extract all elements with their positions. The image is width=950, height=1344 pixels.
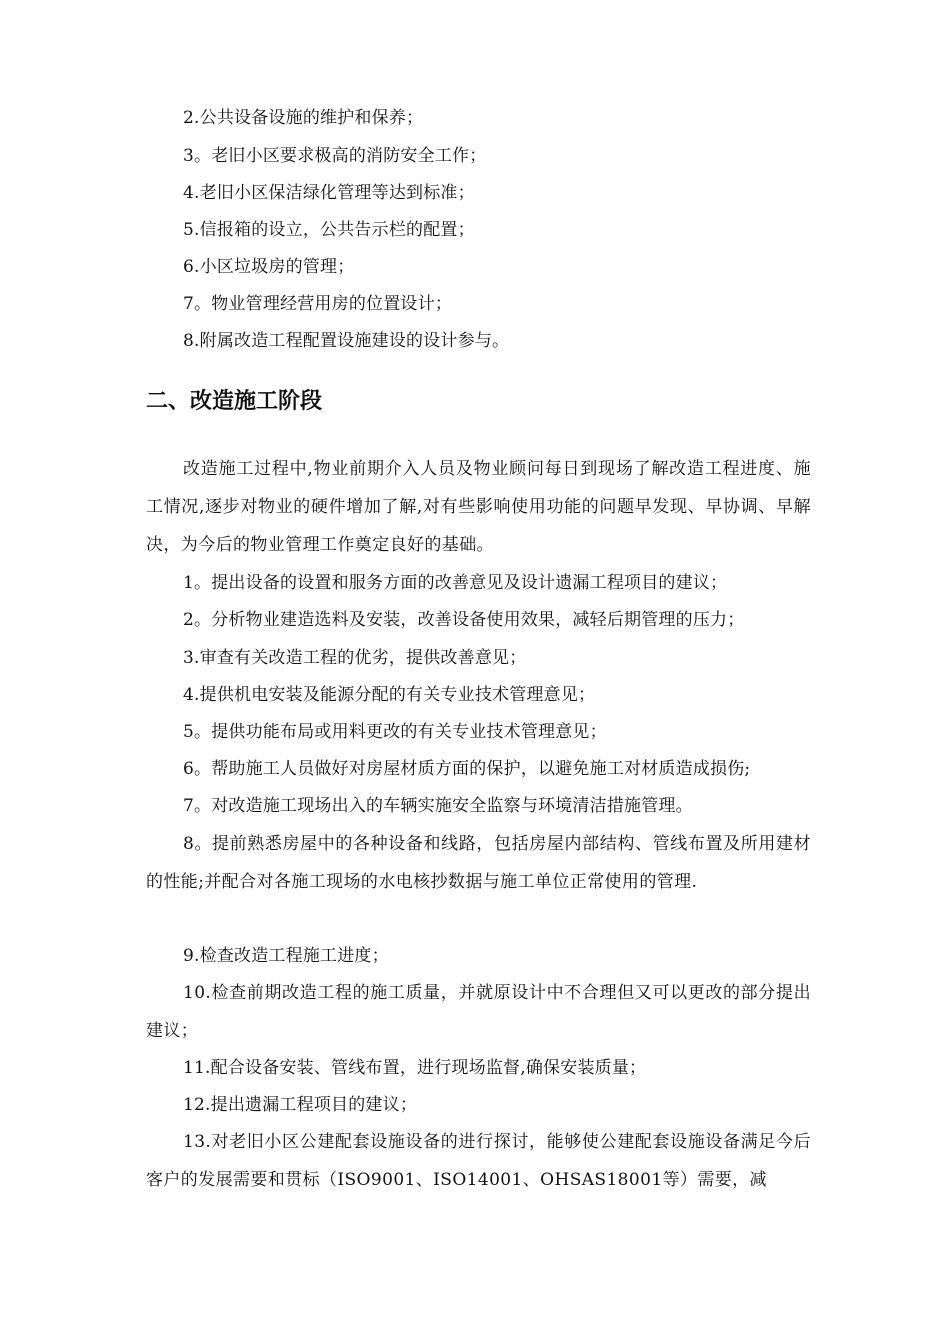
list-item-paragraph: 13.对老旧小区公建配套设施设备的进行探讨，能够使公建配套设施设备满足今后客户的发展需要和贯标（ISO9001、ISO14001、OHSAS18001等）需要，减: [146, 1132, 811, 1190]
list-item: 12.提出遗漏工程项目的建议；: [183, 1095, 418, 1115]
list-item: 2。分析物业建造选料及安装，改善设备使用效果，减轻后期管理的压力；: [183, 610, 745, 630]
section-heading: 二、改造施工阶段: [146, 389, 323, 414]
list-item: 3.审查有关改造工程的优劣，提供改善意见；: [183, 648, 527, 668]
list-item: 4.提供机电安装及能源分配的有关专业技术管理意见；: [183, 685, 596, 705]
list-item: 4.老旧小区保洁绿化管理等达到标准；: [183, 183, 475, 203]
list-item: 7。对改造施工现场出入的车辆实施安全监察与环境清洁措施管理。: [183, 796, 693, 816]
list-item: 11.配合设备安装、管线布置，进行现场监督,确保安装质量；: [183, 1058, 647, 1078]
list-item-paragraph: 8。提前熟悉房屋中的各种设备和线路，包括房屋内部结构、管线布置及所用建材的性能;并配合对各施工现场的水电核抄数据与施工单位正常使用的管理.: [146, 834, 811, 892]
intro-paragraph: 改造施工过程中,物业前期介入人员及物业顾问每日到现场了解改造工程进度、施工情况,逐步对物业的硬件增加了解,对有些影响使用功能的问题早发现、早协调、早解决，为今后的物业管理工作奠定良好的基础。: [146, 459, 811, 555]
list-item: 3。老旧小区要求极高的消防安全工作；: [183, 146, 487, 166]
list-item: 2.公共设备设施的维护和保养；: [183, 108, 424, 128]
list-item: 6.小区垃圾房的管理；: [183, 257, 355, 277]
list-item: 5.信报箱的设立，公共告示栏的配置；: [183, 220, 475, 240]
list-item-paragraph: 10.检查前期改造工程的施工质量，并就原设计中不合理但又可以更改的部分提出建议；: [146, 983, 811, 1041]
list-item: 5。提供功能布局或用料更改的有关专业技术管理意见；: [183, 722, 607, 742]
list-item: 7。物业管理经营用房的位置设计；: [183, 294, 453, 314]
list-item: 1。提出设备的设置和服务方面的改善意见及设计遗漏工程项目的建议；: [183, 573, 728, 593]
list-item: 9.检查改造工程施工进度；: [183, 946, 389, 966]
list-item: 8.附属改造工程配置设施建设的设计参与。: [183, 331, 510, 351]
list-item: 6。帮助施工人员做好对房屋材质方面的保护，以避免施工对材质造成损伤;: [183, 759, 751, 779]
